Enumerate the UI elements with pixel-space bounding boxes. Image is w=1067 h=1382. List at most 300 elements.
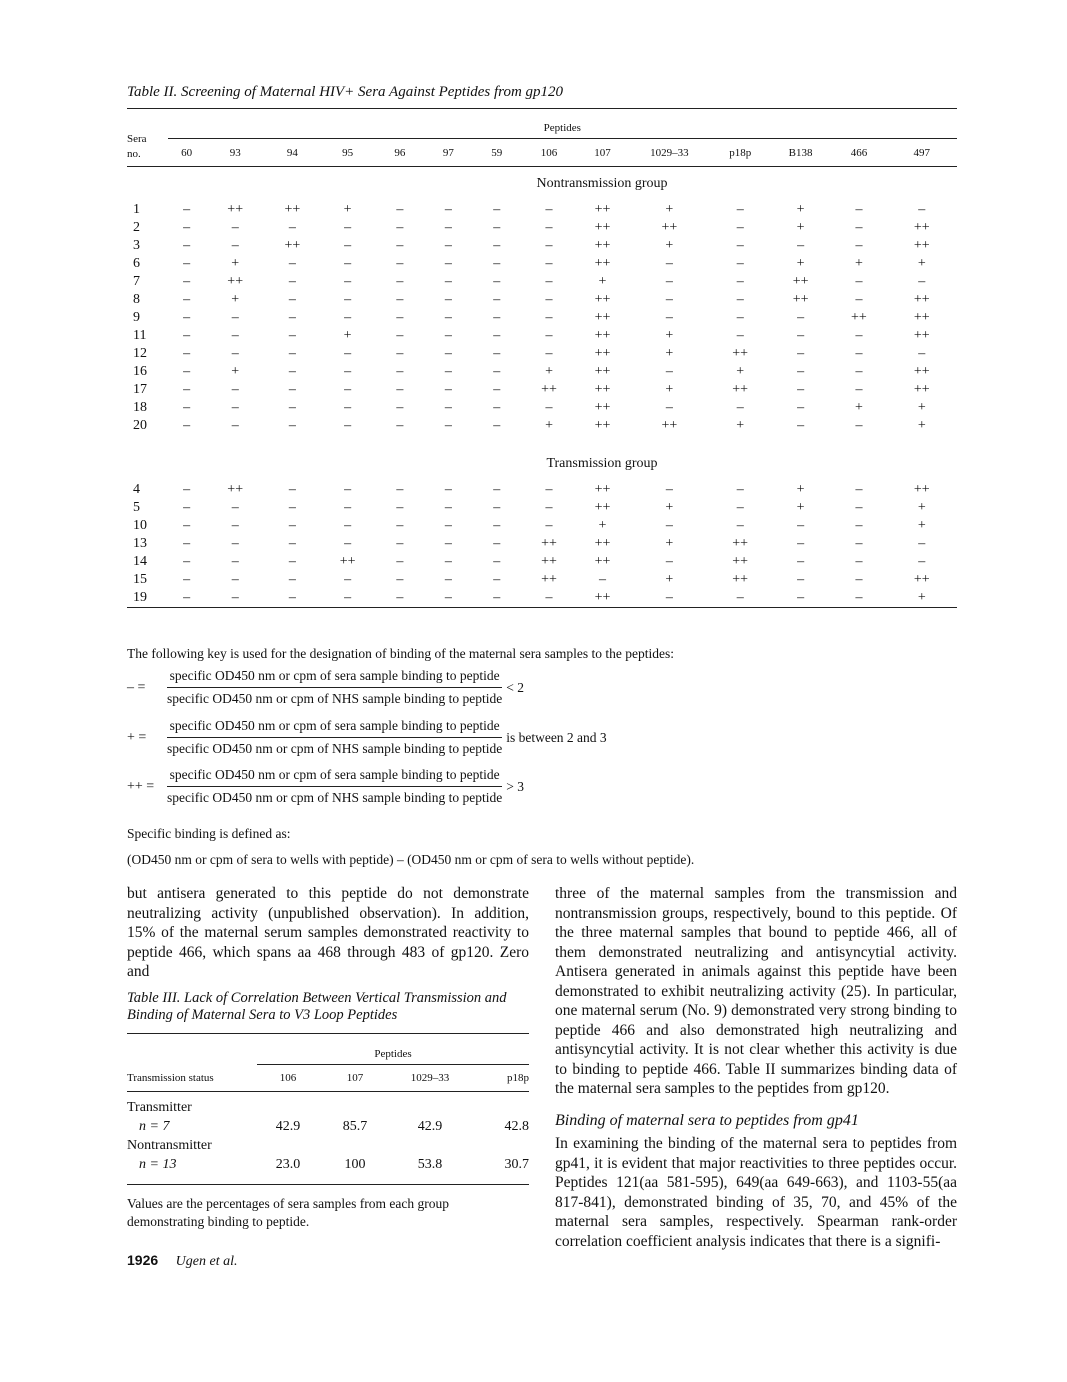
binding-cell: ++ (339, 554, 356, 569)
column-header: 60 (168, 139, 206, 167)
binding-cell: – (855, 364, 863, 379)
column-header: 97 (425, 139, 472, 167)
binding-cell: – (396, 220, 404, 235)
binding-cell: – (493, 328, 501, 343)
binding-cell: – (493, 518, 501, 533)
binding-cell: – (396, 482, 404, 497)
binding-cell: ++ (913, 310, 930, 325)
specific-binding-label: Specific binding is defined as: (127, 826, 291, 841)
binding-cell: + (545, 364, 553, 379)
sera-number: 3 (133, 238, 140, 253)
table3-column-header: 106 (257, 1065, 319, 1092)
binding-cell: – (288, 590, 296, 605)
binding-cell: – (183, 536, 191, 551)
binding-cell: ++ (541, 382, 557, 397)
binding-cell: ++ (594, 220, 611, 235)
binding-cell: + (796, 202, 805, 217)
binding-cell: – (493, 418, 501, 433)
binding-cell: – (183, 328, 191, 343)
binding-cell: – (288, 328, 296, 343)
binding-cell: – (288, 382, 296, 397)
binding-cell: – (493, 220, 501, 235)
binding-cell: – (918, 554, 926, 569)
binding-cell: ++ (227, 274, 244, 289)
binding-cell: – (855, 292, 863, 307)
binding-cell: – (344, 590, 352, 605)
binding-cell: ++ (594, 292, 611, 307)
binding-cell: + (231, 364, 240, 379)
binding-cell: – (918, 202, 926, 217)
binding-cell: – (344, 238, 352, 253)
binding-cell: – (444, 220, 452, 235)
key-entry-minus (127, 668, 524, 707)
key-numerator: specific OD450 nm or cpm of sera sample binding to peptide (167, 668, 502, 688)
binding-cell: ++ (594, 400, 611, 415)
table-row (127, 589, 957, 608)
binding-cell: – (444, 292, 452, 307)
binding-cell: ++ (594, 256, 611, 271)
sera-header-line2: no. (127, 148, 141, 160)
binding-cell: – (231, 238, 239, 253)
table3-cell: 42.8 (504, 1118, 529, 1134)
left-column (127, 884, 529, 982)
binding-cell: – (396, 518, 404, 533)
binding-cell: + (736, 364, 745, 379)
table-row (127, 345, 957, 363)
binding-cell: – (444, 554, 452, 569)
binding-cell: – (444, 590, 452, 605)
binding-cell: ++ (732, 536, 749, 551)
binding-cell: – (797, 364, 805, 379)
binding-cell: – (444, 346, 452, 361)
binding-cell: ++ (792, 274, 809, 289)
binding-cell: – (736, 518, 744, 533)
binding-cell: – (918, 274, 926, 289)
sera-number: 9 (133, 310, 140, 325)
binding-cell: – (545, 482, 553, 497)
binding-cell: – (288, 220, 296, 235)
binding-cell: – (855, 536, 863, 551)
binding-cell: – (231, 500, 239, 515)
sera-number: 5 (133, 500, 140, 515)
binding-cell: – (231, 590, 239, 605)
binding-cell: – (855, 202, 863, 217)
binding-cell: – (797, 328, 805, 343)
key-intro: The following key is used for the designation of binding of the maternal sera samples to the peptides: (127, 646, 674, 661)
binding-cell: ++ (732, 346, 749, 361)
table-row (127, 363, 957, 381)
key-condition: > 3 (506, 778, 524, 794)
peptides-header: Peptides (543, 122, 581, 134)
binding-cell: – (736, 292, 744, 307)
binding-cell: – (288, 536, 296, 551)
binding-cell: – (231, 220, 239, 235)
binding-cell: – (396, 328, 404, 343)
table3 (127, 1033, 529, 1185)
column-header: 1029–33 (628, 139, 710, 167)
binding-cell: + (796, 220, 805, 235)
column-header: 107 (577, 139, 629, 167)
binding-cell: – (288, 572, 296, 587)
binding-cell: – (493, 346, 501, 361)
binding-cell: – (918, 536, 926, 551)
column-header: B138 (770, 139, 831, 167)
binding-cell: – (736, 590, 744, 605)
binding-cell: – (444, 364, 452, 379)
binding-cell: – (797, 518, 805, 533)
binding-cell: – (344, 382, 352, 397)
column-header: 497 (887, 139, 957, 167)
binding-cell: + (665, 536, 674, 551)
group-label: Transmission group (546, 456, 658, 471)
binding-cell: – (344, 518, 352, 533)
binding-cell: – (396, 364, 404, 379)
binding-cell: – (493, 500, 501, 515)
binding-cell: – (855, 590, 863, 605)
binding-cell: + (598, 274, 607, 289)
table3-top-spacer (127, 1034, 257, 1065)
table3-column-header: p18p (469, 1065, 529, 1092)
table-row (127, 237, 957, 255)
binding-cell: – (444, 202, 452, 217)
table3-peptides-header: Peptides (257, 1034, 529, 1065)
binding-cell: ++ (284, 202, 301, 217)
binding-cell: – (231, 328, 239, 343)
binding-cell: – (797, 572, 805, 587)
column-header: p18p (710, 139, 769, 167)
binding-cell: – (598, 572, 606, 587)
binding-cell: + (665, 346, 674, 361)
binding-cell: ++ (851, 310, 867, 325)
binding-cell: – (493, 364, 501, 379)
binding-cell: – (493, 572, 501, 587)
binding-cell: – (493, 554, 501, 569)
binding-cell: – (444, 500, 452, 515)
binding-cell: – (855, 220, 863, 235)
table3-cell: 53.8 (417, 1156, 443, 1172)
table3-group-label: Nontransmitter (127, 1137, 212, 1153)
binding-cell: – (231, 418, 239, 433)
binding-cell: – (396, 382, 404, 397)
table-row (127, 481, 957, 499)
binding-cell: – (797, 536, 805, 551)
group-label: Nontransmission group (536, 176, 668, 191)
binding-cell: – (183, 238, 191, 253)
binding-cell: – (797, 400, 805, 415)
table3-group-n: n = 7 (139, 1118, 170, 1134)
binding-cell: + (854, 256, 863, 271)
binding-cell: – (183, 256, 191, 271)
binding-cell: – (493, 274, 501, 289)
binding-cell: – (665, 518, 673, 533)
binding-cell: – (231, 554, 239, 569)
binding-cell: ++ (913, 482, 930, 497)
table3-cell: 42.9 (417, 1118, 443, 1134)
transmission-status-header: Transmission status (127, 1071, 214, 1084)
binding-cell: – (545, 256, 553, 271)
binding-cell: – (183, 554, 191, 569)
binding-cell: – (396, 274, 404, 289)
binding-cell: ++ (594, 536, 611, 551)
binding-cell: – (183, 220, 191, 235)
table-row (127, 553, 957, 571)
table3-title: Table III. Lack of Correlation Between Vertical Transmission and Binding of Maternal Sera to V3 Loop Peptides (127, 990, 507, 1023)
binding-cell: – (444, 310, 452, 325)
binding-cell: – (288, 256, 296, 271)
binding-cell: – (736, 310, 744, 325)
binding-cell: ++ (913, 572, 930, 587)
binding-cell: ++ (913, 220, 930, 235)
table2-top-rule (127, 108, 957, 109)
binding-cell: – (736, 274, 744, 289)
sera-number: 6 (133, 256, 140, 271)
binding-cell: – (444, 238, 452, 253)
binding-cell: – (396, 590, 404, 605)
binding-cell: – (344, 536, 352, 551)
binding-cell: + (796, 256, 805, 271)
binding-cell: ++ (732, 554, 749, 569)
binding-cell: – (444, 536, 452, 551)
binding-cell: – (797, 310, 805, 325)
binding-cell: – (344, 346, 352, 361)
table-row (127, 327, 957, 345)
binding-cell: – (444, 382, 452, 397)
binding-cell: – (545, 500, 553, 515)
binding-cell: + (917, 590, 926, 605)
binding-cell: – (288, 310, 296, 325)
binding-cell: – (344, 572, 352, 587)
binding-cell: – (396, 310, 404, 325)
binding-cell: – (396, 500, 404, 515)
binding-cell: – (545, 590, 553, 605)
binding-cell: – (493, 400, 501, 415)
table3-cell: 23.0 (275, 1156, 301, 1172)
key-condition: < 2 (506, 679, 524, 695)
binding-cell: ++ (732, 572, 749, 587)
running-authors: Ugen et al. (175, 1254, 238, 1269)
binding-cell: + (917, 400, 926, 415)
binding-cell: + (665, 382, 674, 397)
column-header: 93 (206, 139, 265, 167)
binding-key (127, 646, 957, 662)
key-symbol: + = (127, 729, 147, 745)
table-row (127, 255, 957, 273)
binding-cell: – (344, 418, 352, 433)
binding-cell: – (855, 418, 863, 433)
sera-number: 12 (133, 346, 147, 361)
binding-cell: ++ (594, 590, 611, 605)
sera-number: 10 (133, 518, 147, 533)
key-entry-double-plus (127, 767, 524, 806)
binding-cell: – (493, 590, 501, 605)
binding-cell: – (183, 292, 191, 307)
table-row (127, 535, 957, 553)
binding-cell: – (396, 292, 404, 307)
page-footer (127, 1252, 237, 1270)
binding-cell: – (736, 202, 744, 217)
binding-cell: + (343, 202, 352, 217)
binding-cell: – (288, 364, 296, 379)
binding-cell: – (344, 364, 352, 379)
table-row (127, 219, 957, 237)
binding-cell: + (917, 500, 926, 515)
binding-cell: ++ (913, 328, 930, 343)
binding-cell: – (736, 482, 744, 497)
binding-cell: – (288, 400, 296, 415)
table3-column-header: 1029–33 (391, 1065, 469, 1092)
binding-cell: – (665, 482, 673, 497)
sera-number: 14 (133, 554, 147, 569)
sera-no-header (127, 118, 168, 167)
binding-cell: – (545, 274, 553, 289)
binding-cell: – (545, 400, 553, 415)
binding-cell: + (343, 328, 352, 343)
binding-cell: ++ (594, 310, 611, 325)
sera-number: 11 (133, 328, 147, 343)
binding-cell: ++ (227, 202, 244, 217)
sera-number: 13 (133, 536, 147, 551)
sera-number: 16 (133, 364, 147, 379)
sera-number: 1 (133, 202, 140, 217)
binding-cell: ++ (594, 554, 611, 569)
sera-number: 2 (133, 220, 140, 235)
binding-cell: ++ (913, 382, 930, 397)
binding-cell: – (493, 310, 501, 325)
binding-cell: – (736, 328, 744, 343)
table-row (127, 499, 957, 517)
binding-cell: + (665, 500, 674, 515)
key-symbol: – = (127, 679, 146, 695)
table-row (127, 381, 957, 399)
binding-cell: ++ (541, 554, 557, 569)
binding-cell: – (444, 572, 452, 587)
binding-cell: – (545, 238, 553, 253)
binding-cell: – (183, 482, 191, 497)
binding-cell: – (493, 536, 501, 551)
key-denominator: specific OD450 nm or cpm of NHS sample binding to peptide (167, 691, 503, 706)
table3-cell: 42.9 (275, 1118, 301, 1134)
binding-cell: – (855, 238, 863, 253)
binding-cell: – (231, 382, 239, 397)
binding-cell: + (665, 328, 674, 343)
binding-cell: – (344, 500, 352, 515)
binding-cell: – (444, 274, 452, 289)
binding-cell: – (288, 418, 296, 433)
sera-number: 20 (133, 418, 147, 433)
binding-cell: – (545, 346, 553, 361)
column-header: 59 (472, 139, 521, 167)
binding-cell: ++ (594, 382, 611, 397)
table-row (127, 517, 957, 535)
binding-cell: ++ (661, 418, 678, 433)
binding-cell: – (665, 554, 673, 569)
binding-cell: ++ (594, 346, 611, 361)
column-header: 96 (375, 139, 424, 167)
binding-cell: ++ (594, 500, 611, 515)
sera-header-line1: Sera (127, 133, 147, 145)
binding-cell: – (183, 590, 191, 605)
binding-cell: – (183, 518, 191, 533)
binding-cell: – (183, 418, 191, 433)
table2 (127, 118, 957, 608)
binding-cell: – (231, 536, 239, 551)
binding-cell: – (855, 518, 863, 533)
binding-cell: – (736, 256, 744, 271)
binding-cell: – (396, 400, 404, 415)
binding-cell: – (797, 382, 805, 397)
sera-number: 18 (133, 400, 147, 415)
table-row (127, 417, 957, 435)
binding-cell: – (288, 346, 296, 361)
binding-cell: – (288, 482, 296, 497)
binding-cell: ++ (594, 418, 611, 433)
binding-cell: ++ (732, 382, 749, 397)
binding-cell: – (344, 400, 352, 415)
binding-cell: + (736, 418, 745, 433)
binding-cell: – (736, 400, 744, 415)
binding-cell: – (183, 310, 191, 325)
binding-cell: ++ (661, 220, 678, 235)
binding-cell: – (344, 256, 352, 271)
binding-cell: + (665, 238, 674, 253)
sera-number: 4 (133, 482, 140, 497)
table3-cell: 100 (344, 1156, 366, 1172)
binding-cell: – (545, 328, 553, 343)
binding-cell: – (545, 202, 553, 217)
binding-cell: – (493, 482, 501, 497)
key-numerator: specific OD450 nm or cpm of sera sample binding to peptide (167, 718, 502, 738)
left-paragraph: but antisera generated to this peptide do not demonstrate neutralizing activity (unpublished observation). In addition, 15% of the maternal serum samples demonstrated reactivity to peptide 466, which spans aa 468 through 483 of gp120. Zero and (127, 885, 529, 980)
binding-cell: – (288, 292, 296, 307)
binding-cell: – (183, 274, 191, 289)
binding-cell: + (231, 292, 240, 307)
table3-group-n: n = 13 (139, 1156, 177, 1172)
table3-cell: 85.7 (342, 1118, 368, 1134)
binding-cell: – (183, 500, 191, 515)
binding-cell: + (917, 256, 926, 271)
table-row (127, 399, 957, 417)
binding-cell: – (665, 400, 673, 415)
right-paragraph-1: three of the maternal samples from the transmission and nontransmission groups, respectively, bound to this peptide. Of the three maternal samples that bound to peptide 466, all of them demonstrated neutralizing and antisyncytial activity. Antisera generated in animals against this peptide have been demonstrated to exhibit neutralizing activity (25). In particular, one maternal serum (No. 9) demonstrated very strong binding to peptide 466 and also demonstrated high neutralizing and antisyncytial activity. It is not clear whether this activity is due to binding to peptide 466. Table II summarizes binding data of the maternal sera samples to the peptides from gp120. (555, 885, 957, 1097)
column-header: 106 (521, 139, 576, 167)
binding-cell: – (444, 418, 452, 433)
binding-cell: – (855, 328, 863, 343)
binding-cell: – (797, 238, 805, 253)
binding-cell: ++ (594, 482, 611, 497)
binding-cell: ++ (594, 238, 611, 253)
binding-cell: – (183, 400, 191, 415)
binding-cell: ++ (913, 364, 930, 379)
column-header: 95 (320, 139, 375, 167)
binding-cell: – (797, 590, 805, 605)
binding-cell: – (396, 346, 404, 361)
binding-cell: – (736, 238, 744, 253)
table3-note: Values are the percentages of sera samples from each group demonstrating binding to peptide. (127, 1196, 449, 1229)
right-column (555, 884, 957, 1251)
binding-cell: – (736, 220, 744, 235)
right-paragraph-2: In examining the binding of the maternal sera to peptides from gp41, it is evident that major reactivities to three peptides occur. Peptides 121(aa 581-595), 649(aa 649-663), and 1103-55(aa 817-841), demonstrated binding of 35, 70, and 45% of the maternal sera samples, respectively. Spearman rank-order correlation coefficient analysis indicates that there is a signifi- (555, 1135, 957, 1250)
binding-cell: – (288, 518, 296, 533)
table-row (127, 291, 957, 309)
binding-cell: ++ (541, 536, 557, 551)
binding-cell: – (344, 310, 352, 325)
binding-cell: – (396, 572, 404, 587)
binding-cell: – (855, 382, 863, 397)
binding-cell: – (396, 238, 404, 253)
column-header: 466 (831, 139, 886, 167)
sera-number: 15 (133, 572, 147, 587)
binding-cell: – (444, 518, 452, 533)
